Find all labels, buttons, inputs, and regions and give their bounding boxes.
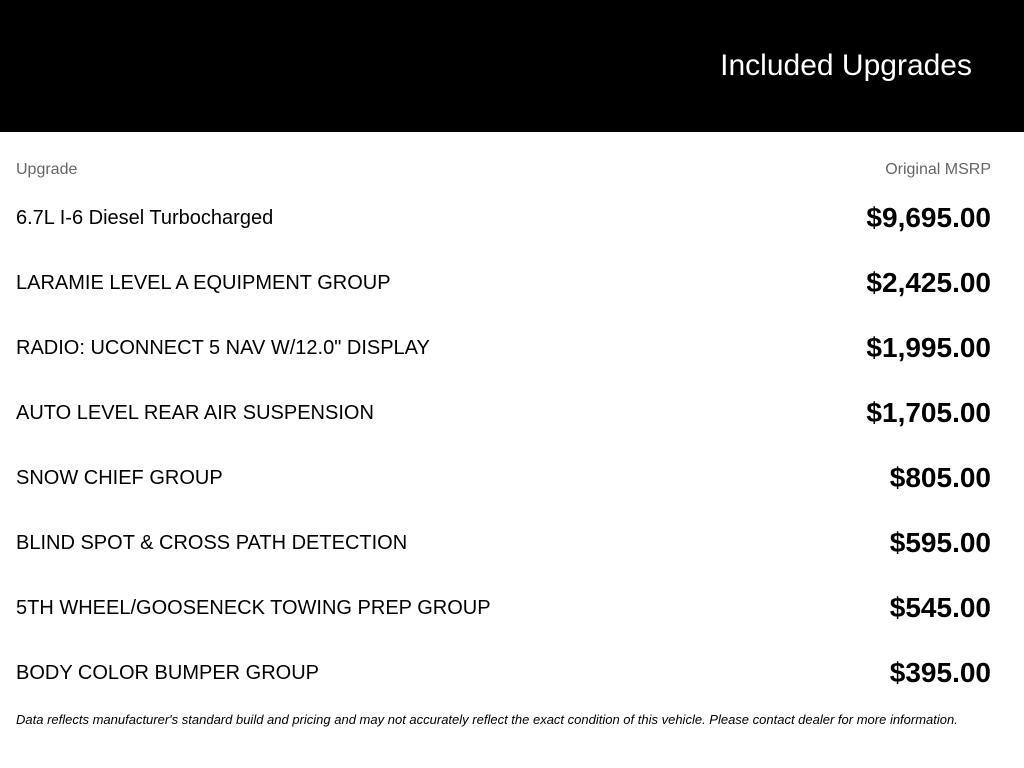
upgrade-price: $395.00 [889,657,991,688]
upgrade-price: $545.00 [889,592,991,623]
list-item [16,510,991,575]
column-header-msrp: Original MSRP [885,161,991,178]
upgrade-name: LARAMIE LEVEL A EQUIPMENT GROUP [16,272,391,294]
upgrade-price: $9,695.00 [866,202,991,233]
upgrade-name: BODY COLOR BUMPER GROUP [16,662,320,684]
disclaimer-text: Data reflects manufacturer's standard build and pricing and may not accurately reflect the exact condition of this vehicle. Please contact dealer for more information. [16,712,958,727]
upgrade-name: 5TH WHEEL/GOOSENECK TOWING PREP GROUP [16,597,491,619]
header-bar [0,0,1024,132]
list-item [16,315,991,380]
list-item [16,380,991,445]
upgrade-name: BLIND SPOT & CROSS PATH DETECTION [16,532,408,554]
upgrade-price: $2,425.00 [866,267,991,298]
upgrade-name: SNOW CHIEF GROUP [16,467,223,489]
upgrade-name: AUTO LEVEL REAR AIR SUSPENSION [16,402,374,424]
list-item [16,445,991,510]
upgrade-name: RADIO: UCONNECT 5 NAV W/12.0" DISPLAY [16,337,430,359]
list-item [16,640,991,705]
column-header-upgrade: Upgrade [16,161,78,178]
upgrades-list [16,185,991,705]
upgrade-name: 6.7L I-6 Diesel Turbocharged [16,207,274,229]
list-item [16,575,991,640]
upgrade-price: $805.00 [889,462,991,493]
upgrade-price: $1,995.00 [866,332,991,363]
list-item [16,250,991,315]
upgrade-price: $595.00 [889,527,991,558]
page-title: Included Upgrades [720,49,972,82]
list-item [16,185,991,250]
upgrade-price: $1,705.00 [866,397,991,428]
